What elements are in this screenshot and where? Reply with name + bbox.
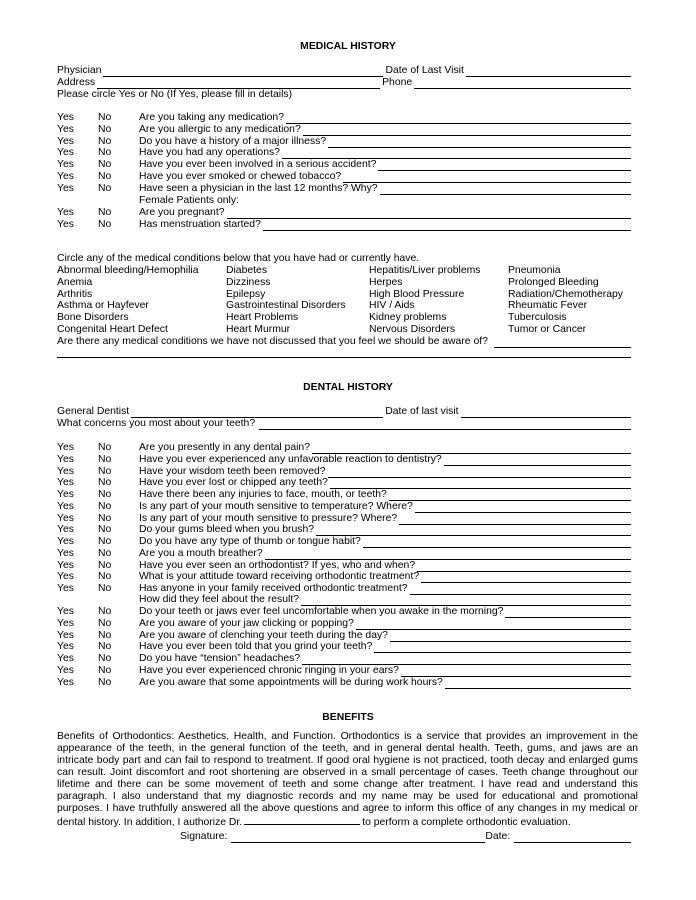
no-option[interactable]: No <box>98 453 112 465</box>
yes-option[interactable]: Yes <box>57 664 74 676</box>
dental-row <box>57 618 631 630</box>
medical-question-text: Do you have a history of a major illness? <box>139 135 327 147</box>
yes-option[interactable]: Yes <box>57 147 74 159</box>
medical-answer-field[interactable] <box>378 161 631 171</box>
dental-answer-field[interactable] <box>363 538 631 548</box>
condition-item[interactable]: Epilepsy <box>226 288 266 300</box>
yes-option[interactable]: Yes <box>57 465 74 477</box>
medical-question <box>139 159 631 171</box>
dental-question-text: Has anyone in your family received orthodontic treatment? <box>139 583 408 594</box>
medical-row <box>57 124 631 136</box>
dental-question <box>139 677 631 689</box>
dental-last-visit-label: Date of last visit <box>385 406 459 417</box>
dental-question-text: Have you ever lost or chipped any teeth? <box>139 477 328 489</box>
address-field[interactable] <box>97 79 380 89</box>
no-option[interactable]: No <box>98 524 112 536</box>
dental-answer-field[interactable] <box>374 643 631 653</box>
dental-question <box>139 653 631 665</box>
physician-field[interactable] <box>103 67 383 77</box>
dental-question <box>139 665 631 677</box>
medical-row <box>57 171 631 183</box>
female-row <box>57 207 631 219</box>
dental-row <box>57 477 631 489</box>
no-option[interactable]: No <box>98 676 112 688</box>
concerns-field[interactable] <box>259 420 631 430</box>
no-option[interactable]: No <box>98 512 112 524</box>
dental-row <box>57 630 631 642</box>
benefits-text-end: to perform a complete orthodontic evaluation. <box>362 817 571 828</box>
medical-answer-field[interactable] <box>343 173 631 183</box>
address-label: Address <box>57 77 96 88</box>
yes-option[interactable]: Yes <box>57 207 74 218</box>
no-option[interactable]: No <box>98 571 112 583</box>
yes-option[interactable]: Yes <box>57 559 74 571</box>
last-visit-label: Date of Last Visit <box>385 65 464 76</box>
female-patients-label: Female Patients only: <box>139 195 239 206</box>
medical-question <box>139 171 631 183</box>
yes-option[interactable]: Yes <box>57 536 74 547</box>
medical-question-text: Have you ever been involved in a serious accident? <box>139 159 377 170</box>
dental-question-text: Are you a mouth breather? <box>139 547 263 559</box>
dental-answer-field[interactable] <box>265 550 631 560</box>
dental-answer-field[interactable] <box>328 468 631 478</box>
concerns-label: What concerns you most about your teeth? <box>57 418 256 429</box>
signature-label: Signature: <box>180 831 228 842</box>
female-question <box>139 219 631 231</box>
family-followup-row <box>57 594 631 606</box>
dental-answer-field[interactable] <box>302 655 631 665</box>
dental-question <box>139 606 631 618</box>
condition-item[interactable]: Rheumatic Fever <box>508 300 588 312</box>
medical-question-text: Are you allergic to any medication? <box>139 123 301 135</box>
dental-question <box>139 618 631 630</box>
dental-question-text: Do you have “tension” headaches? <box>139 653 301 664</box>
dentist-field[interactable] <box>131 408 383 418</box>
medical-answer-field[interactable] <box>282 149 631 159</box>
no-option[interactable]: No <box>98 536 112 547</box>
dental-row <box>57 653 631 665</box>
dental-row <box>57 454 631 466</box>
dental-question-text: Have you ever been told that you grind your teeth? <box>139 641 373 653</box>
no-option[interactable]: No <box>98 477 112 489</box>
condition-item[interactable]: HIV / Aids <box>369 300 415 312</box>
condition-item[interactable]: High Blood Pressure <box>369 288 465 300</box>
condition-item[interactable]: Herpes <box>369 276 403 288</box>
medical-question <box>139 124 631 136</box>
dental-row <box>57 513 631 525</box>
condition-item[interactable]: Tuberculosis <box>508 312 567 323</box>
no-option[interactable]: No <box>98 606 112 617</box>
medical-answer-field[interactable] <box>328 138 631 148</box>
medical-row <box>57 147 631 159</box>
dental-history-heading: DENTAL HISTORY <box>303 382 393 393</box>
dental-answer-field[interactable] <box>399 515 631 525</box>
dental-answer-field[interactable] <box>312 444 631 454</box>
condition-item[interactable]: Congenital Heart Defect <box>57 323 168 335</box>
yes-option[interactable]: Yes <box>57 489 74 500</box>
no-option[interactable]: No <box>98 123 112 135</box>
no-option[interactable]: No <box>98 653 112 664</box>
yes-option[interactable]: Yes <box>57 629 74 641</box>
no-option[interactable]: No <box>98 465 112 477</box>
date-label: Date: <box>485 831 511 842</box>
medical-question-text: Are you taking any medication? <box>139 112 284 123</box>
dentist-label: General Dentist <box>57 406 130 417</box>
dental-question <box>139 630 631 642</box>
dental-question-text: Is any part of your mouth sensitive to temperature? Where? <box>139 500 413 512</box>
dental-row <box>57 442 631 454</box>
dental-question <box>139 571 631 583</box>
dental-answer-field[interactable] <box>445 679 631 689</box>
no-option[interactable]: No <box>98 547 112 559</box>
no-option[interactable]: No <box>98 500 112 512</box>
medical-question-text: Have you ever smoked or chewed tobacco? <box>139 170 342 182</box>
physician-label: Physician <box>57 65 102 76</box>
benefits-paragraph <box>57 731 638 829</box>
condition-item[interactable]: Gastrointestinal Disorders <box>226 300 346 312</box>
condition-item[interactable]: Prolonged Bleeding <box>508 276 599 288</box>
dental-question-text: Have there been any injuries to face, mouth, or teeth? <box>139 489 387 500</box>
no-option[interactable]: No <box>98 218 112 230</box>
condition-item[interactable]: Nervous Disorders <box>369 323 456 335</box>
yes-option[interactable]: Yes <box>57 135 74 147</box>
female-answer-field[interactable] <box>263 221 631 231</box>
other-conditions-field[interactable] <box>494 338 631 348</box>
dental-answer-field[interactable] <box>390 632 631 642</box>
signature-row <box>180 831 631 843</box>
dental-last-visit-field[interactable] <box>461 408 631 418</box>
dental-row <box>57 677 631 689</box>
no-option[interactable]: No <box>98 559 112 571</box>
medical-question-text: Have seen a physician in the last 12 months? Why? <box>139 182 378 194</box>
dental-question-text: What is your attitude toward receiving orthodontic treatment? <box>139 571 420 583</box>
dental-row <box>57 548 631 560</box>
condition-item[interactable]: Tumor or Cancer <box>508 323 587 335</box>
no-option[interactable]: No <box>98 617 112 629</box>
dental-question-text: Do your teeth or jaws ever feel uncomfortable when you awake in the morning? <box>139 606 504 617</box>
no-option[interactable]: No <box>98 583 112 594</box>
yes-option[interactable]: Yes <box>57 641 74 653</box>
concerns-row <box>57 418 631 430</box>
dental-question-text: Are you aware that some appointments will be during work hours? <box>139 676 443 688</box>
dental-row <box>57 606 631 618</box>
yes-option[interactable]: Yes <box>57 676 74 688</box>
dental-row <box>57 560 631 572</box>
dental-question <box>139 501 631 513</box>
dental-question <box>139 513 631 525</box>
yes-option[interactable]: Yes <box>57 500 74 512</box>
condition-item[interactable]: Bone Disorders <box>57 312 129 323</box>
medical-answer-field[interactable] <box>303 126 631 136</box>
dental-answer-field[interactable] <box>417 562 631 572</box>
date-field[interactable] <box>514 833 631 843</box>
no-option[interactable]: No <box>98 489 112 500</box>
last-visit-field[interactable] <box>466 67 631 77</box>
yes-option[interactable]: Yes <box>57 123 74 135</box>
female-question-text: Has menstruation started? <box>139 218 261 230</box>
medical-question <box>139 147 631 159</box>
phone-field[interactable] <box>414 79 631 89</box>
yes-option[interactable]: Yes <box>57 112 74 123</box>
yes-option[interactable]: Yes <box>57 571 74 583</box>
dental-question-text: Are you presently in any dental pain? <box>139 442 310 453</box>
dental-answer-field[interactable] <box>421 573 631 583</box>
no-option[interactable]: No <box>98 664 112 676</box>
dental-question <box>139 560 631 572</box>
condition-item[interactable]: Hepatitis/Liver problems <box>369 265 481 276</box>
female-answer-field[interactable] <box>227 209 632 219</box>
dental-question-text: Do your gums bleed when you brush? <box>139 524 315 536</box>
conditions-intro: Circle any of the medical conditions below that you have had or currently have. <box>57 253 420 264</box>
dental-answer-field[interactable] <box>415 503 631 513</box>
doctor-name-field[interactable] <box>244 815 360 825</box>
no-option[interactable]: No <box>98 159 112 170</box>
yes-option[interactable]: Yes <box>57 477 74 489</box>
yes-option[interactable]: Yes <box>57 653 74 664</box>
no-option[interactable]: No <box>98 182 112 194</box>
dental-row <box>57 665 631 677</box>
dental-question-text: Have your wisdom teeth been removed? <box>139 465 326 477</box>
yes-option[interactable]: Yes <box>57 617 74 629</box>
condition-item[interactable]: Abnormal bleeding/Hemophilia <box>57 265 199 276</box>
yes-option[interactable]: Yes <box>57 583 74 594</box>
dental-answer-field[interactable] <box>356 620 631 630</box>
no-option[interactable]: No <box>98 641 112 653</box>
condition-item[interactable]: Kidney problems <box>369 312 447 323</box>
medical-question-text: Have you had any operations? <box>139 147 280 159</box>
condition-item[interactable]: Radiation/Chemotherapy <box>508 288 623 300</box>
dental-question-text: Have you ever experienced any unfavorable reaction to dentistry? <box>139 453 442 465</box>
dental-answer-field[interactable] <box>401 667 631 677</box>
dental-row <box>57 501 631 513</box>
dental-question-text: Are you aware of your jaw clicking or popping? <box>139 617 354 629</box>
no-option[interactable]: No <box>98 112 112 123</box>
no-option[interactable]: No <box>98 147 112 159</box>
dental-question-text: Have you ever experienced chronic ringing in your ears? <box>139 664 399 676</box>
no-option[interactable]: No <box>98 442 112 453</box>
dental-question <box>139 524 631 536</box>
dental-row <box>57 571 631 583</box>
yes-option[interactable]: Yes <box>57 170 74 182</box>
medical-row <box>57 183 631 195</box>
yes-option[interactable]: Yes <box>57 524 74 536</box>
medical-answer-field[interactable] <box>286 114 631 124</box>
condition-item[interactable]: Asthma or Hayfever <box>57 300 149 312</box>
condition-item[interactable]: Heart Problems <box>226 312 299 323</box>
condition-item[interactable]: Dizziness <box>226 276 271 288</box>
no-option[interactable]: No <box>98 170 112 182</box>
dental-answer-field[interactable] <box>330 479 631 489</box>
medical-question <box>139 112 631 124</box>
yes-option[interactable]: Yes <box>57 159 74 170</box>
dental-question <box>139 454 631 466</box>
other-conditions-label: Are there any medical conditions we have not discussed that you feel we should be aware of? <box>57 336 488 347</box>
medical-row <box>57 112 631 124</box>
dental-question <box>139 489 631 501</box>
medical-instructions: Please circle Yes or No (If Yes, please fill in details) <box>57 89 293 100</box>
dental-question <box>139 536 631 548</box>
medical-question <box>139 183 631 195</box>
dental-question <box>139 641 631 653</box>
condition-item[interactable]: Anemia <box>57 276 93 288</box>
dental-answer-field[interactable] <box>444 456 631 466</box>
physician-row <box>57 65 631 77</box>
yes-option[interactable]: Yes <box>57 442 74 453</box>
dental-row <box>57 524 631 536</box>
condition-item[interactable]: Arthritis <box>57 288 93 300</box>
dental-answer-field[interactable] <box>316 526 631 536</box>
dental-answer-field[interactable] <box>389 491 631 501</box>
family-followup-field[interactable] <box>301 596 631 606</box>
dental-question <box>139 466 631 478</box>
dental-row <box>57 641 631 653</box>
signature-field[interactable] <box>231 833 485 843</box>
female-patients-row <box>57 195 631 207</box>
dental-question <box>139 442 631 454</box>
dental-question <box>139 548 631 560</box>
benefits-text: Benefits of Orthodontics: Aesthetics, Health, and Function. Orthodontics is a service that provides an improvement in the appearance of the teeth, in the general function of the teeth, and in general dental health. Teeth, gums, and jaws are an intricate body part and can fail to respond to treatment. If good oral hygiene is not practiced, tooth decay and enlarged gums can result. Joint discomfort and root shortening are observed in a small percentage of cases. Teeth change throughout our lifetime and there can be some movement of teeth and some change after treatment. I have read and understand this paragraph. I also understand that my diagnostic records and my name may be used for educational and promotional purposes. I have truthfully answered all the above questions and agree to inform this office of any changes in my medical or dental history. In addition, I authorize Dr. <box>57 731 638 828</box>
address-row <box>57 77 631 89</box>
dental-question <box>139 477 631 489</box>
benefits-heading: BENEFITS <box>322 712 374 723</box>
female-question-text: Are you pregnant? <box>139 207 225 218</box>
female-question <box>139 207 631 219</box>
medical-history-heading: MEDICAL HISTORY <box>300 41 396 52</box>
dental-question-text: Do you have any type of thumb or tongue habit? <box>139 536 361 547</box>
family-followup-label: How did they feel about the result? <box>139 594 299 605</box>
condition-item[interactable]: Heart Murmur <box>226 323 291 335</box>
dental-question-text: Are you aware of clenching your teeth during the day? <box>139 629 388 641</box>
yes-option[interactable]: Yes <box>57 606 74 617</box>
yes-option[interactable]: Yes <box>57 182 74 194</box>
dental-answer-field[interactable] <box>505 608 631 618</box>
dental-question-text: Have you ever seen an orthodontist? If yes, who and when? <box>139 559 416 571</box>
medical-row <box>57 136 631 148</box>
phone-label: Phone <box>382 77 413 88</box>
yes-option[interactable]: Yes <box>57 547 74 559</box>
no-option[interactable]: No <box>98 207 112 218</box>
condition-item[interactable]: Pneumonia <box>508 265 561 276</box>
dental-row <box>57 536 631 548</box>
no-option[interactable]: No <box>98 135 112 147</box>
medical-answer-field[interactable] <box>380 185 631 195</box>
condition-item[interactable]: Diabetes <box>226 265 268 276</box>
medical-row <box>57 159 631 171</box>
dental-row <box>57 489 631 501</box>
yes-option[interactable]: Yes <box>57 453 74 465</box>
medical-question <box>139 136 631 148</box>
yes-option[interactable]: Yes <box>57 218 74 230</box>
dentist-row <box>57 406 631 418</box>
no-option[interactable]: No <box>98 629 112 641</box>
other-conditions-row <box>57 336 631 348</box>
other-conditions-extra-line[interactable] <box>57 357 631 358</box>
yes-option[interactable]: Yes <box>57 512 74 524</box>
female-row <box>57 219 631 231</box>
dental-row <box>57 466 631 478</box>
dental-question-text: Is any part of your mouth sensitive to pressure? Where? <box>139 512 398 524</box>
